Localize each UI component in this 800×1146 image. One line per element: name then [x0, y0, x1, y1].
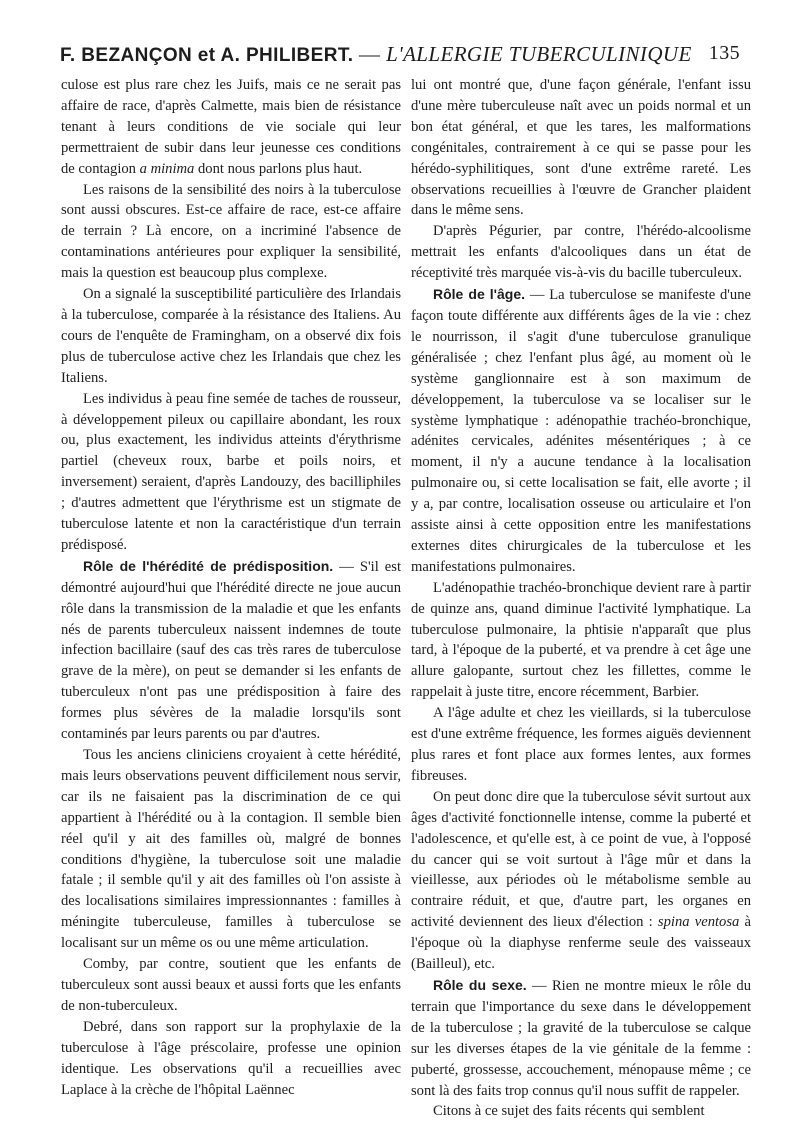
paragraph: Comby, par contre, soutient que les enfants de tuberculeux sont aussi beaux et aussi forts que les enfants de non-tuberculeux. — [61, 956, 401, 1014]
paragraph: A l'âge adulte et chez les vieillards, si la tuberculose est d'une extrême fréquence, les formes aiguës deviennent plus rares et font place aux formes lentes, aux formes fibreuses. — [411, 705, 751, 784]
paragraph: Rôle de l'âge. — La tuberculose se manifeste d'une façon toute différente aux différents âges de la vie : chez le nourrisson, il s'agit d'une tuberculose granulique généralisée ; chez l'enfant plus âgé, au moment où le système ganglionnaire est à son maximum de développement, la tuberculose va se localiser sur le système lymphatique : adénopathie trachéo-bronchique, adénites cervicales, adénites mésentériques ; à ce moment, il n'y a aucune tendance à la localisation pulmonaire ou, si cette localisation se fait, elle avorte ; il y a, par contre, localisation osseuse ou articulaire et l'on assiste ainsi à cette opposition entre les manifestations externes dites chirurgicales de la tuberculose et les manifestations pulmonaires. — [411, 286, 752, 575]
page-number: 135 — [708, 42, 740, 64]
paragraph: lui ont montré que, d'une façon générale, l'enfant issu d'une mère tuberculeuse naît avec un poids normal et un bon état général, et que les tares, les malformations congénitales, contrairement à ce qui se passe pour les hérédo-syphilitiques, sont d'une extrême rareté. Les observations recueillies à l'œuvre de Grancher plaident dans le même sens. — [411, 77, 751, 219]
paragraph: Citons à ce sujet des faits récents qui semblent — [433, 1103, 705, 1120]
emphasis: spina ventosa — [657, 914, 740, 931]
emphasis: a minima — [139, 160, 195, 177]
paragraph: L'adénopathie trachéo-bronchique devient rare à partir de quinze ans, quand diminue l'activité lymphatique. La tuberculose pulmonaire, la phtisie n'apparaît que plus tard, à l'époque de la puberté, et va prendre à cet âge une allure galopante, surtout chez les fillettes, comme le rappelait à juste titre, encore récemment, Barbier. — [411, 579, 751, 701]
right-column — [411, 75, 751, 1122]
paragraph: On a signalé la susceptibilité particulière des Irlandais à la tuberculose, comparée à la résistance des Italiens. Au cours de l'enquête de Framingham, on a observé dix fois plus de tuberculose active chez les Irlandais que chez les Italiens. — [61, 286, 401, 386]
header-separator: — — [353, 42, 387, 66]
paragraph: Rôle de l'hérédité de prédisposition. — S'il est démontré aujourd'hui que l'hérédité directe ne joue aucun rôle dans la transmission de la maladie et que les enfants nés de parents tuberculeux naissent indemnes de toute infection bacillaire (sauf des cas très rares de tuberculose grave de la mère), on peut se demander si les enfants de tuberculeux n'ont pas une prédisposition à faire des formes plus sévères de la maladie lorsqu'ils sont contaminés par leurs parents ou par d'autres. — [61, 557, 402, 743]
header-authors: F. BEZANÇON et A. PHILIBERT. — [60, 45, 354, 66]
section-heading-age: Rôle de l'âge. — [433, 286, 526, 303]
paragraph: Les individus à peau fine semée de taches de rousseur, à développement pileux ou capillaire abondant, les roux ou, plus exactement, les individus atteints d'érythrisme partiel (cheveux roux, barbe et poils noirs, et inversement) seraient, d'après Landouzy, des bacilliphiles ; d'autres admettent que l'érythrisme est un stigmate de tuberculose latente et non la caractéristique d'un terrain prédisposé. — [61, 390, 401, 553]
paragraph: Les raisons de la sensibilité des noirs à la tuberculose sont aussi obscures. Est-ce affaire de race, est-ce affaire de terrain ? Là encore, on a incriminé l'absence de contaminations antérieures pour expliquer la sensibilité, mais la question est beaucoup plus complexe. — [61, 181, 401, 282]
paragraph: Rôle du sexe. — Rien ne montre mieux le rôle du terrain que l'importance du sexe dans le développement de la tuberculose ; la gravité de la tuberculose se calque sur les diverses étapes de la vie génitale de la femme : puberté, grossesse, accouchement, ménopause même ; ce sont là des faits trop connus qu'il nous suffit de rappeler. — [411, 976, 751, 1099]
section-heading-sexe: Rôle du sexe. — [433, 976, 527, 993]
section-heading-heredite: Rôle de l'hérédité de prédisposition. — [83, 557, 334, 574]
paragraph: Debré, dans son rapport sur la prophylaxie de la tuberculose à l'âge préscolaire, professe une opinion identique. Les observations qu'il a recueillies avec Laplace à la crèche de l'hôpital Laënnec — [61, 1018, 401, 1098]
paragraph: Tous les anciens cliniciens croyaient à cette hérédité, mais leurs observations peuvent difficilement nous servir, car ils ne faisaient pas la discrimination de ce qui appartient à l'hérédité ou à la contagion. Il semble bien réel qu'il y ait des familles où, malgré de bonnes conditions d'hygiène, la tuberculose soit une maladie fatale ; il semble qu'il y ait des familles où l'on assiste à des localisations similaires impressionnantes : familles à méningite tuberculeuse, familles à tuberculose se localisant sur un même os ou une même articulation. — [61, 747, 401, 952]
running-header — [60, 42, 740, 67]
header-title: L'ALLERGIE TUBERCULINIQUE — [386, 42, 692, 66]
paragraph: D'après Pégurier, par contre, l'hérédo-alcoolisme mettrait les enfants d'alcooliques dans un état de réceptivité très marquée vis-à-vis du bacille tuberculeux. — [411, 223, 751, 282]
left-column — [61, 75, 401, 1100]
paragraph: culose est plus rare chez les Juifs, mais ce ne serait pas affaire de race, d'après Calmette, mais bien de résistance tenant à leurs conditions de vie sociale qui leur permettraient de subir dans leur jeunesse ces conditions de contagion a minima dont nous parlons plus haut. — [61, 77, 401, 177]
paragraph: On peut donc dire que la tuberculose sévit surtout aux âges d'activité fonctionnelle intense, comme la puberté et l'adolescence, et qu'elle est, à ce point de vue, à l'opposé du cancer qui se voit surtout à l'âge mûr et dans la vieillesse, aux périodes où le métabolisme semble au contraire réduit, et que, d'autre part, les organes en activité deviennent des lieux d'élection : spina ventosa à l'époque où la diaphyse renferme seule des vaisseaux (Bailleul), etc. — [411, 788, 751, 973]
